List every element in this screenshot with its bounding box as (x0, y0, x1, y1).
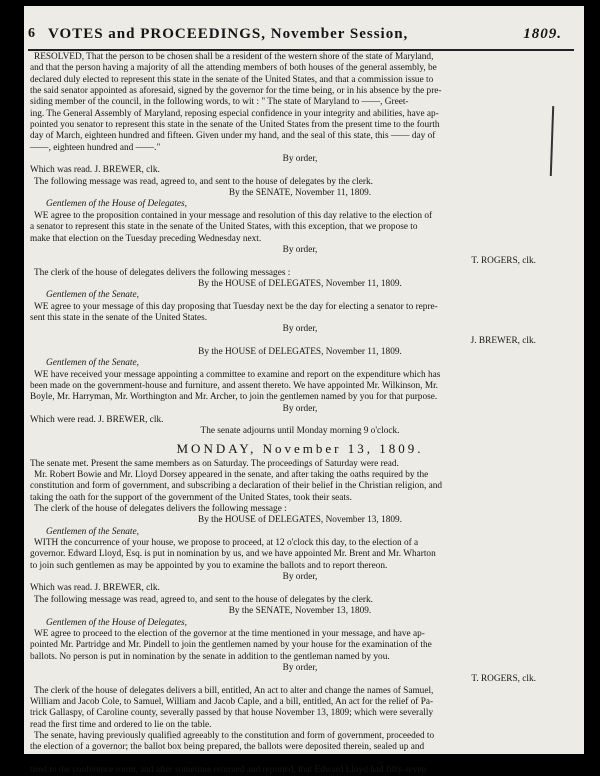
text-line: the said senator appointed as aforesaid, signed by the governor for the time being, or in his absence by the pre- (30, 86, 442, 97)
document-page (24, 6, 584, 775)
text-line: WE agree to proceed to the election of the governor at the time mentioned in your message, and have ap- (34, 628, 425, 639)
text-line: Gentlemen of the Senate, (46, 526, 139, 537)
text-line: pointed you senator to represent this state in the senate of the United States from the present time to the fourth (30, 120, 440, 131)
text-line: William and Jacob Cole, to Samuel, William and Jacob Caple, and a bill, entitled, An act for the relief of Pa- (30, 696, 434, 707)
text-line: By order, (282, 154, 318, 165)
page-number: 6 (28, 26, 36, 41)
text-line: By order, (282, 324, 318, 335)
text-line: WITH the concurrence of your house, we propose to proceed, at 12 o'clock this day, to the election of a (34, 538, 419, 549)
text-line: By order, (282, 572, 318, 583)
text-line: pointed Mr. Partridge and Mr. Pindell to join the gentlemen named by your house for the examination of the (30, 640, 432, 651)
header-year: 1809. (523, 26, 562, 42)
text-line: By order, (282, 662, 318, 673)
text-line: The clerk of the house of delegates delivers a bill, entitled, An act to alter and change the names of Samuel, (34, 685, 434, 696)
text-line: ing. The General Assembly of Maryland, reposing especial confidence in your integrity and abilities, have ap- (30, 108, 439, 119)
text-line: read the first time and ordered to lie on the table. (30, 719, 212, 730)
text-line: make that election on the Tuesday preceding Wednesday next. (30, 233, 262, 244)
text-line: RESOLVED, That the person to be chosen shall be a resident of the western shore of the state of Maryland, (34, 52, 434, 62)
text-line: the election of a governor; the ballot box being prepared, the ballots were deposited therein, sealed up and (30, 742, 425, 753)
body-text (30, 52, 570, 776)
text-line: By order, (282, 244, 318, 255)
text-line: siding member of the council, in the following words, to wit : " The state of Maryland to ——, Greet- (30, 97, 409, 108)
text-line: By order, (282, 403, 318, 414)
text-line: declared duly elected to represent this state in the senate of the United States, and that a commission issue to (30, 74, 434, 85)
text-line: Gentlemen of the House of Delegates, (46, 199, 187, 210)
text-line: constitution and form of government, and subscribing a declaration of their belief in the Christian religion, and (30, 481, 443, 492)
text-line: By the HOUSE of DELEGATES, November 11, 1809. (198, 278, 402, 289)
text-line: day of March, eighteen hundred and fifteen. Given under my hand, and the seal of this state, this —— day of (30, 131, 436, 142)
text-line: Which was read. J. BREWER, clk. (30, 165, 160, 176)
text-line: The senate adjourns until Monday morning 9 o'clock. (200, 426, 400, 437)
text-line: and that the person having a majority of all the attending members of both houses of the general assembly, be (30, 63, 437, 74)
text-line: taking the oath for the support of the government of the United States, took their seats. (30, 492, 352, 503)
text-line: The senate met. Present the same members as on Saturday. The proceedings of Saturday were read. (30, 458, 399, 469)
text-line: By the HOUSE of DELEGATES, November 13, 1809. (198, 515, 402, 526)
header-rule (28, 49, 574, 51)
text-line: ——, eighteen hundred and ——." (30, 142, 161, 153)
text-line: Boyle, Mr. Harryman, Mr. Worthington and Mr. Archer, to join the gentlemen named by you for that purpose. (30, 392, 438, 403)
text-line: T. ROGERS, clk. (471, 674, 536, 685)
text-line: ballots. No person is put in nomination by the senate in addition to the gentleman named by you. (30, 651, 390, 662)
day-heading: MONDAY, November 13, 1809. (176, 440, 424, 456)
text-line: The following message was read, agreed to, and sent to the house of delegates by the clerk. (34, 594, 373, 605)
text-line: Gentlemen of the Senate, (46, 358, 139, 369)
scan-edge-bottom (0, 754, 600, 762)
page-header (28, 26, 576, 48)
text-line: J. BREWER, clk. (470, 335, 536, 346)
page-title: VOTES and PROCEEDINGS, November Session, (48, 26, 409, 42)
text-line: The senate, having previously qualified agreeably to the constitution and form of government, proceeded to (34, 730, 435, 741)
text-line: Which were read. J. BREWER, clk. (30, 415, 164, 425)
scan-edge-right (586, 0, 600, 762)
text-line: Which was read. J. BREWER, clk. (30, 583, 160, 594)
text-line: a senator to represent this state in the senate of the United States, with this exception, that we propose to (30, 222, 418, 233)
text-line: Gentlemen of the Senate, (46, 290, 139, 301)
text-line: The following message was read, agreed to, and sent to the house of delegates by the clerk. (34, 176, 373, 187)
text-line: The clerk of the house of delegates delivers the following messages : (34, 267, 291, 278)
text-line: WE agree to your message of this day proposing that Tuesday next be the day for electing a senator to repre- (34, 301, 438, 312)
text-line: to join such gentlemen as may be appointed by you to examine the ballots and to report thereon. (30, 560, 388, 571)
text-line: governor. Edward Lloyd, Esq. is put in nomination by us, and we have appointed Mr. Brent and Mr. Wharton (30, 549, 436, 560)
text-line: By the SENATE, November 13, 1809. (228, 606, 372, 617)
text-line: T. ROGERS, clk. (471, 256, 536, 267)
text-line: WE agree to the proposition contained in your message and resolution of this day relative to the election of (34, 210, 433, 221)
text-line: sent this state in the senate of the United States. (30, 312, 208, 323)
text-line: By the HOUSE of DELEGATES, November 11, 1809. (198, 346, 402, 357)
text-line: Mr. Robert Bowie and Mr. Lloyd Dorsey appeared in the senate, and after taking the oaths required by the (34, 470, 429, 481)
text-line: Gentlemen of the House of Delegates, (46, 617, 187, 628)
text-line: The clerk of the house of delegates delivers the following message : (34, 504, 287, 515)
text-line: tired to the conference room, and after sometime returned and reported, that Edward Lloyd had fifty-seven (30, 764, 427, 775)
text-line: WE have received your message appointing a committee to examine and report on the expenditure which has (34, 369, 441, 380)
text-line: trick Gallaspy, of Caroline county, severally passed by that house November 13, 1809; which were severally (30, 708, 434, 719)
text-line: been made on the government-house and furniture, and assent thereto. We have appointed Mr. Wilkinson, Mr. (30, 380, 439, 391)
text-line: By the SENATE, November 11, 1809. (228, 188, 372, 199)
